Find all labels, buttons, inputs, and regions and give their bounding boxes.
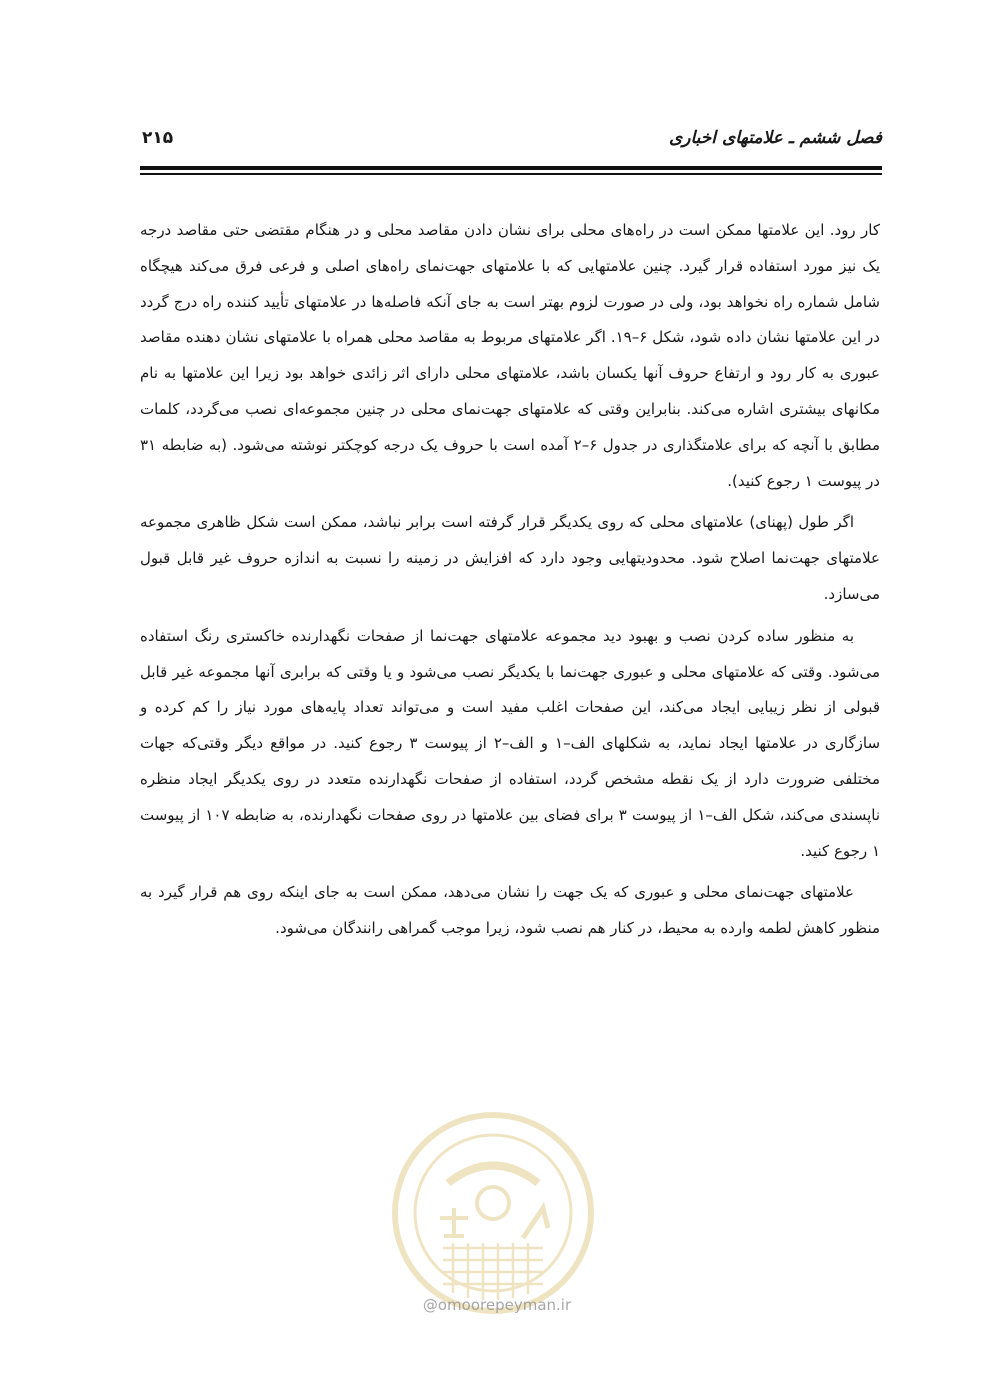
page-header: [140, 128, 882, 160]
header-rule-thin: [140, 173, 882, 175]
paragraph-4: علامتهای جهت‌نمای محلی و عبوری که یک جهت را نشان می‌دهد، ممکن است به جای اینکه روی هم قرار گیرد به منظور کاهش لطمه وارده به محیط، در کنار هم نصب شود، زیرا موجب گمراهی رانندگان می‌شود.: [140, 883, 880, 938]
paragraph-1: کار رود. این علامتها ممکن است در راه‌های محلی برای نشان دادن مقاصد محلی و در هنگام مقتضی حتی مقاصد درجه یک نیز مورد استفاده قرار گیرد. چنین علامتهایی که با علامتهای جهت‌نمای راه‌های اصلی و فرعی فرق می‌کند هیچگاه شامل شماره راه نخواهد بود، ولی در صورت لزوم بهتر است به جای آنکه فاصله‌ها در علامتهای تأیید کننده راه درج گردد در این علامتها نشان داده شود، شکل ۶–۱۹. اگر علامتهای مربوط به مقاصد محلی همراه با علامتهای نشان دهنده مقاصد عبوری به کار رود و ارتفاع حروف آنها یکسان باشد، علامتهای محلی دارای اثر زائدی خواهد بود زیرا این علامتها به نام مکانهای بیشتری اشاره می‌کند. بنابراین وقتی که علامتهای جهت‌نمای محلی در چنین مجموعه‌ای نصب می‌گردد، کلمات مطابق با آنچه که برای علامتگذاری در جدول ۶–۲ آمده است با حروف یک درجه کوچکتر نوشته می‌شود. (به ضابطه ۳۱ در پیوست ۱ رجوع کنید).: [140, 221, 881, 490]
header-rule-thick: [140, 166, 882, 170]
paragraph-2: اگر طول (پهنای) علامتهای محلی که روی یکدیگر قرار گرفته است برابر نباشد، ممکن است شکل ظاهری مجموعه علامتهای جهت‌نما اصلاح شود. محدودیتهایی وجود دارد که افزایش در زمینه را نسبت به اندازه حروف غیر قابل قبول می‌سازد.: [140, 513, 880, 603]
page-number: ۲۱۵: [142, 128, 174, 148]
watermark-seal-icon: [388, 1108, 598, 1318]
chapter-title: فصل ششم ـ علامتهای اخباری: [668, 128, 882, 148]
watermark-url: @omoorepeyman.ir: [422, 1296, 572, 1314]
body-text: [140, 213, 880, 953]
paragraph-3: به منظور ساده کردن نصب و بهبود دید مجموعه علامتهای جهت‌نما از صفحات نگهدارنده خاکستری رنگ استفاده می‌شود. وقتی که علامتهای محلی و عبوری جهت‌نما با یکدیگر نصب می‌شود و یا وقتی که برابری آنها مجموعه غیر قابل قبولی از نظر زیبایی ایجاد می‌کند، این صفحات اغلب مفید است و می‌تواند تعداد پایه‌های مورد نیاز را کم کرده و سازگاری در علامتها ایجاد نماید، به شکلهای الف–۱ و الف–۲ از پیوست ۳ رجوع کنید. در مواقع دیگر وقتی‌که جهات مختلفی ضرورت دارد از یک نقطه مشخص گردد، استفاده از صفحات نگهدارنده متعدد در روی یکدیگر ایجاد منظره ناپسندی می‌کند، شکل الف–۱ از پیوست ۳ برای فضای بین علامتها در روی صفحات نگهدارنده، به ضابطه ۱۰۷ از پیوست ۱ رجوع کنید.: [140, 626, 881, 860]
